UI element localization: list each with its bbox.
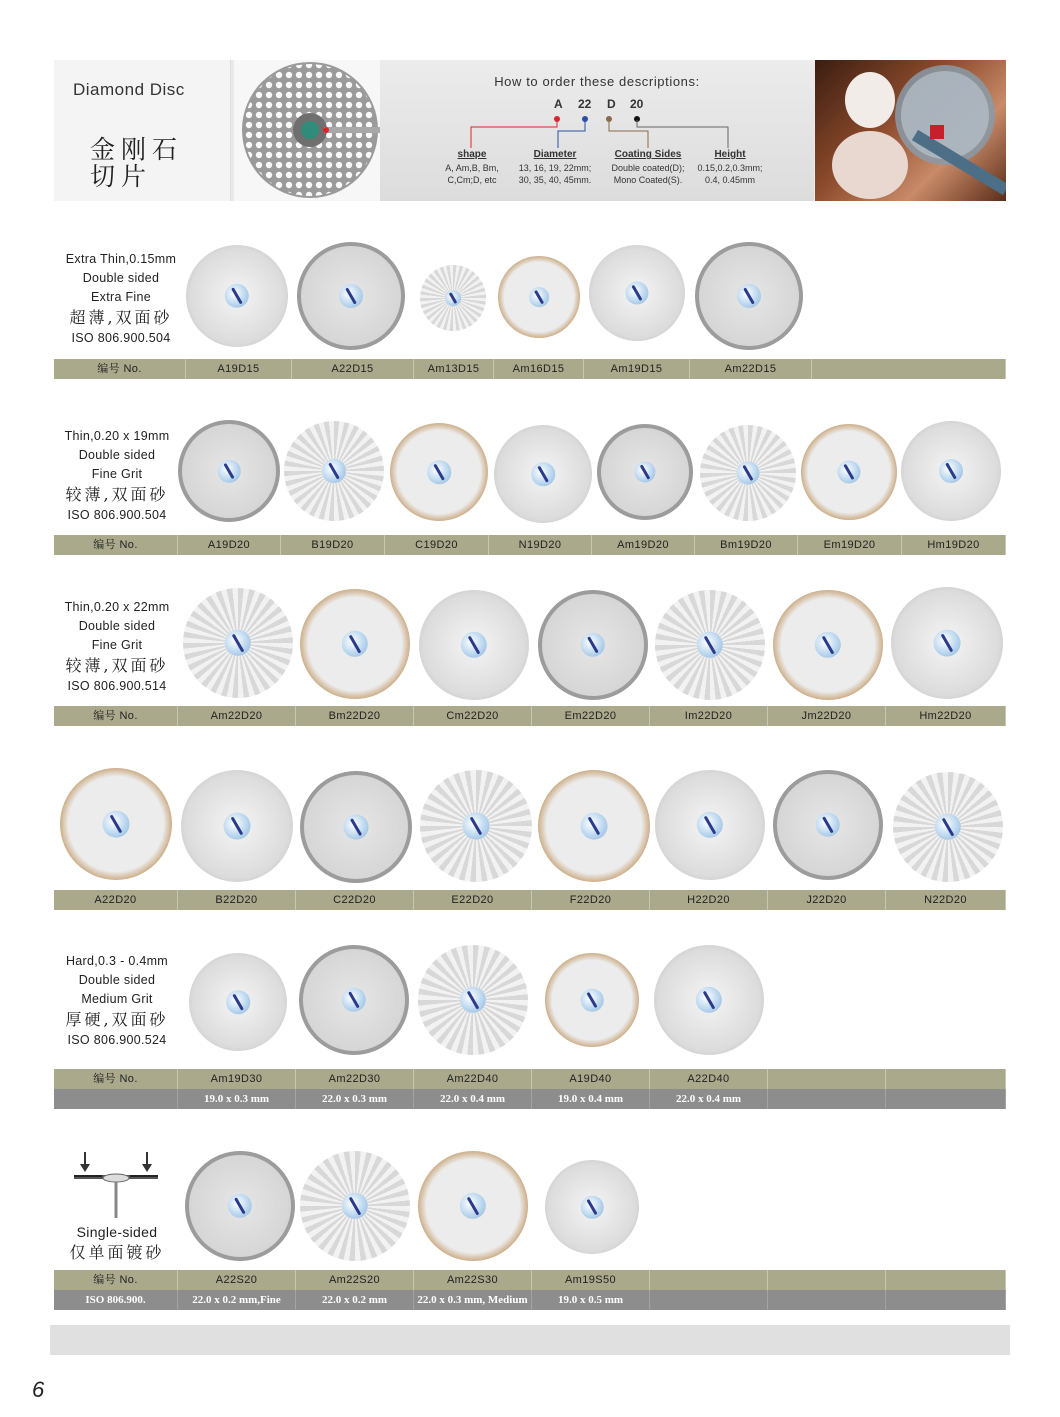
product-code-cell: Hm19D20 <box>902 535 1006 555</box>
size-cell: 19.0 x 0.5 mm <box>532 1290 650 1310</box>
diamond-disc-image <box>498 256 580 338</box>
size-cell-empty <box>768 1290 886 1310</box>
no-label-cell: 编号 No. <box>54 359 186 379</box>
product-code-cell: E22D20 <box>414 890 532 910</box>
diamond-disc-image <box>185 1151 295 1261</box>
diamond-disc-image <box>181 770 293 882</box>
diamond-disc-image <box>420 265 486 331</box>
section-6-label: Single-sided 仅单面镀砂 <box>69 1224 165 1262</box>
field-text-shape: A, Am,B, Bm, C,Cm;D, etc <box>445 163 499 185</box>
diamond-disc-image <box>419 590 529 700</box>
size-cell-empty <box>886 1089 1006 1109</box>
product-code-cell: A22D20 <box>54 890 178 910</box>
product-code-cell: Am22S30 <box>414 1270 532 1290</box>
disc-in-use-photo <box>815 60 1006 201</box>
product-code-cell: F22D20 <box>532 890 650 910</box>
iso-cell: ISO 806.900. <box>54 1290 178 1310</box>
size-cell-empty <box>54 1089 178 1109</box>
header-title-cn-line2: 切片 <box>90 162 153 191</box>
section-2-label: Thin,0.20 x 19mm Double sided Fine Grit 较薄,双面砂 ISO 806.900.504 <box>64 429 170 522</box>
product-code-cell: Em19D20 <box>798 535 902 555</box>
diamond-disc-image <box>700 425 796 521</box>
diamond-disc-photo <box>234 60 380 201</box>
product-code-cell: Bm19D20 <box>695 535 798 555</box>
diamond-disc-image <box>901 421 1001 521</box>
diamond-disc-image <box>891 587 1003 699</box>
product-code-cell: Bm22D20 <box>296 706 414 726</box>
perforated-disc-image <box>234 60 380 201</box>
diamond-disc-image <box>186 245 288 347</box>
product-code-cell: C22D20 <box>296 890 414 910</box>
diamond-disc-image <box>801 424 897 520</box>
section-5-label: Hard,0.3 - 0.4mm Double sided Medium Grit 厚硬,双面砂 ISO 806.900.524 <box>65 954 169 1047</box>
diamond-disc-image <box>655 590 765 700</box>
size-cell-empty <box>886 1290 1006 1310</box>
product-code-cell: C19D20 <box>385 535 489 555</box>
code-cell-empty <box>886 1069 1006 1089</box>
diamond-disc-image <box>420 770 532 882</box>
no-label-cell: 编号 No. <box>54 1270 178 1290</box>
code-cell-empty <box>768 1069 886 1089</box>
code-cell-empty <box>650 1270 768 1290</box>
product-code-cell: A19D20 <box>178 535 281 555</box>
order-guide-title: How to order these descriptions: <box>494 74 700 89</box>
diamond-disc-image <box>297 242 405 350</box>
product-code-cell: N19D20 <box>489 535 592 555</box>
order-connector-lines <box>380 110 814 150</box>
code-part-height: 20 <box>630 97 644 111</box>
diamond-disc-image <box>418 945 528 1055</box>
code-part-diameter: 22 <box>578 97 592 111</box>
diamond-disc-image <box>545 1160 639 1254</box>
section-1-label: Extra Thin,0.15mm Double sided Extra Fine 超薄,双面砂 ISO 806.900.504 <box>65 252 177 345</box>
diamond-disc-image <box>60 768 172 880</box>
product-code-cell: Im22D20 <box>650 706 768 726</box>
field-heading-height: Height <box>714 149 746 160</box>
diamond-disc-image <box>178 420 280 522</box>
size-cell-empty <box>768 1089 886 1109</box>
field-text-coating: Double coated(D); Mono Coated(S). <box>611 163 685 185</box>
size-cell: 19.0 x 0.4 mm <box>532 1089 650 1109</box>
diamond-disc-image <box>390 423 488 521</box>
code-part-coating: D <box>607 97 616 111</box>
diamond-disc-image <box>589 245 685 341</box>
product-code-cell: Am19S50 <box>532 1270 650 1290</box>
size-cell-empty <box>650 1290 768 1310</box>
diamond-disc-image <box>893 772 1003 882</box>
diamond-disc-image <box>538 590 648 700</box>
code-part-shape: A <box>554 97 563 111</box>
diamond-disc-image <box>284 421 384 521</box>
product-code-cell: A22D15 <box>292 359 414 379</box>
code-cell-empty <box>886 1270 1006 1290</box>
diamond-disc-image <box>299 945 409 1055</box>
hand-holding-disc-image <box>815 60 1006 201</box>
diamond-disc-image <box>597 424 693 520</box>
size-cell: 22.0 x 0.2 mm,Fine <box>178 1290 296 1310</box>
size-cell: 22.0 x 0.4 mm <box>650 1089 768 1109</box>
product-code-cell: Em22D20 <box>532 706 650 726</box>
product-code-cell: Am22D30 <box>296 1069 414 1089</box>
code-cell-empty <box>812 359 1006 379</box>
header-title: Diamond Disc <box>73 80 185 99</box>
product-code-cell: A19D15 <box>186 359 292 379</box>
diamond-disc-image <box>655 770 765 880</box>
header-title-cn-line1: 金刚石 <box>90 135 184 164</box>
product-code-cell: B19D20 <box>281 535 385 555</box>
diamond-disc-image <box>773 770 883 880</box>
product-code-cell: Am19D30 <box>178 1069 296 1089</box>
section-3-label: Thin,0.20 x 22mm Double sided Fine Grit 较薄,双面砂 ISO 806.900.514 <box>64 600 170 693</box>
size-cell: 22.0 x 0.2 mm <box>296 1290 414 1310</box>
diamond-disc-image <box>654 945 764 1055</box>
diamond-disc-image <box>300 589 410 699</box>
product-code-cell: Am22D40 <box>414 1069 532 1089</box>
field-text-height: 0.15,0.2,0.3mm; 0.4, 0.45mm <box>697 163 763 185</box>
no-label-cell: 编号 No. <box>54 535 178 555</box>
product-code-cell: Am13D15 <box>414 359 494 379</box>
field-heading-shape: shape <box>457 149 487 160</box>
size-cell: 22.0 x 0.4 mm <box>414 1089 532 1109</box>
product-code-cell: A22D40 <box>650 1069 768 1089</box>
field-heading-diameter: Diameter <box>533 149 577 160</box>
product-code-cell: Am19D20 <box>592 535 695 555</box>
field-heading-coating: Coating Sides <box>614 149 682 160</box>
product-code-cell: Am22S20 <box>296 1270 414 1290</box>
product-code-cell: A19D40 <box>532 1069 650 1089</box>
diamond-disc-image <box>545 953 639 1047</box>
diamond-disc-image <box>183 588 293 698</box>
diamond-disc-image <box>695 242 803 350</box>
size-cell: 22.0 x 0.3 mm, Medium <box>414 1290 532 1310</box>
no-label-cell: 编号 No. <box>54 706 178 726</box>
diamond-disc-image <box>300 771 412 883</box>
product-code-cell: Am19D15 <box>584 359 690 379</box>
product-code-cell: H22D20 <box>650 890 768 910</box>
code-cell-empty <box>768 1270 886 1290</box>
diamond-disc-image <box>418 1151 528 1261</box>
product-code-cell: Cm22D20 <box>414 706 532 726</box>
product-code-cell: Jm22D20 <box>768 706 886 726</box>
product-code-cell: J22D20 <box>768 890 886 910</box>
product-code-cell: B22D20 <box>178 890 296 910</box>
diamond-disc-image <box>538 770 650 882</box>
size-cell: 19.0 x 0.3 mm <box>178 1089 296 1109</box>
diamond-disc-image <box>773 590 883 700</box>
product-code-cell: A22S20 <box>178 1270 296 1290</box>
product-code-cell: Am22D15 <box>690 359 812 379</box>
single-sided-diagram <box>72 1150 162 1220</box>
diamond-disc-image <box>494 425 592 523</box>
diamond-disc-image <box>189 953 287 1051</box>
size-cell: 22.0 x 0.3 mm <box>296 1089 414 1109</box>
product-code-cell: Hm22D20 <box>886 706 1006 726</box>
page-number: 6 <box>32 1377 45 1402</box>
diamond-disc-image <box>300 1151 410 1261</box>
product-code-cell: Am16D15 <box>494 359 584 379</box>
no-label-cell: 编号 No. <box>54 1069 178 1089</box>
product-code-cell: N22D20 <box>886 890 1006 910</box>
product-code-cell: Am22D20 <box>178 706 296 726</box>
field-text-diameter: 13, 16, 19, 22mm; 30, 35, 40, 45mm. <box>518 163 592 185</box>
footer-band <box>50 1325 1010 1355</box>
